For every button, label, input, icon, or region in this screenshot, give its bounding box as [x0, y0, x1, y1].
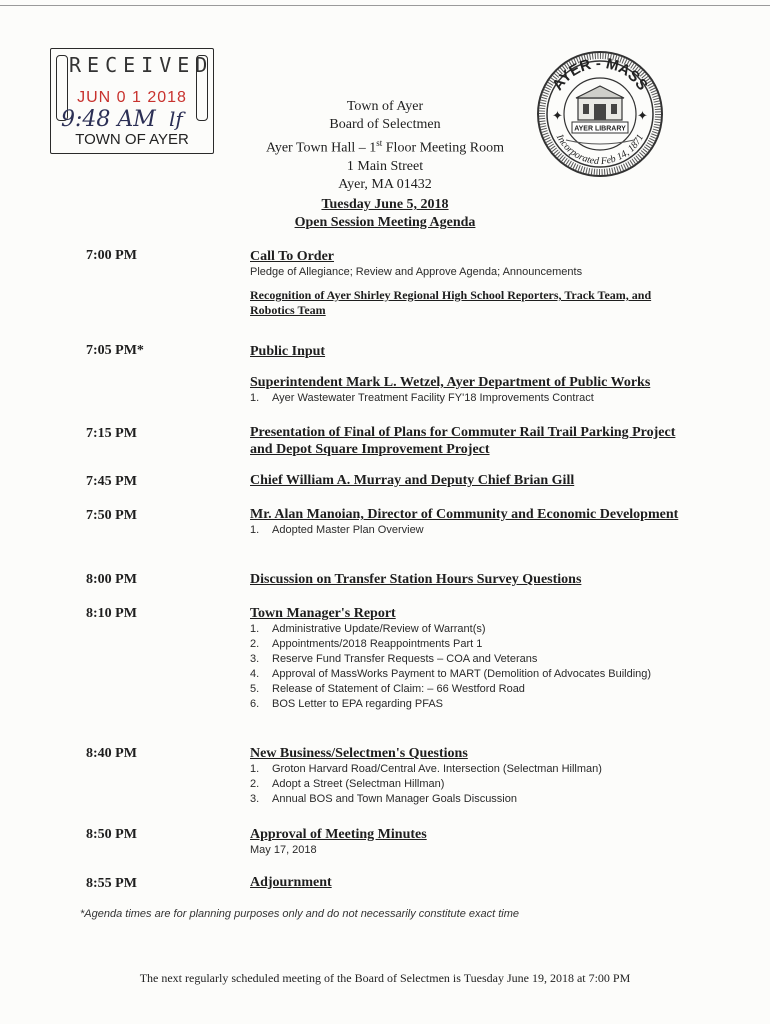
stamp-handwritten-time: 9:48 AM [61, 107, 156, 132]
time-manoian: 7:50 PM [86, 508, 137, 523]
item-title: Approval of Meeting Minutes [250, 827, 427, 842]
footnote: *Agenda times are for planning purposes only and do not necessarily constitute exact time [80, 908, 520, 920]
list-item: 2. Appointments/2018 Reappointments Part 1 [250, 638, 483, 650]
list-item: 1. Adopted Master Plan Overview [250, 524, 424, 536]
time-commuter-rail: 7:15 PM [86, 426, 137, 441]
item-title: Chief William A. Murray and Deputy Chief Brian Gill [250, 473, 575, 488]
item-dpw-title: Superintendent Mark L. Wetzel, Ayer Department of Public Works [250, 375, 651, 390]
town-name: Town of Ayer [346, 99, 424, 114]
time-town-manager: 8:10 PM [86, 606, 137, 621]
list-item: 3. Reserve Fund Transfer Requests – COA and Veterans [250, 653, 538, 665]
time-public-input: 7:05 PM* [86, 343, 144, 358]
list-item: 1. Groton Harvard Road/Central Ave. Intersection (Selectman Hillman) [250, 763, 602, 775]
town-manager-list [250, 622, 680, 712]
new-business-list [250, 762, 680, 807]
list-item: 4. Approval of MassWorks Payment to MART (Demolition of Advocates Building) [250, 668, 652, 680]
street-address: 1 Main Street [346, 158, 424, 174]
item-title: Town Manager's Report [250, 606, 396, 621]
item-recognition: Recognition of Ayer Shirley Regional High School Reporters, Track Team, and Robotics Team [250, 288, 652, 317]
item-detail: May 17, 2018 [250, 844, 317, 856]
item-title: Presentation of Final of Plans for Commuter Rail Trail Parking Project and Depot Square Improvement Project [250, 425, 676, 457]
meeting-location: Ayer Town Hall – 1st Floor Meeting Room [266, 138, 504, 156]
agenda-title: Open Session Meeting Agenda [294, 215, 476, 230]
svg-text:✦: ✦ [552, 109, 563, 124]
stamp-received-text: RECEIVED [69, 53, 214, 77]
item-title: Adjournment [250, 875, 332, 890]
item-detail: Pledge of Allegiance; Review and Approve Agenda; Announcements [250, 266, 583, 278]
item-title: New Business/Selectmen's Questions [250, 746, 468, 761]
agenda-item-commuter-rail [250, 424, 680, 458]
agenda-item-town-manager [250, 605, 680, 712]
stamp-handwritten-initials: lf [169, 107, 183, 131]
list-item: 3. Annual BOS and Town Manager Goals Discussion [250, 793, 517, 805]
svg-text:✦: ✦ [637, 109, 648, 124]
town-seal-icon [536, 50, 664, 178]
time-new-business: 8:40 PM [86, 746, 137, 761]
board-name: Board of Selectmen [329, 117, 441, 132]
seal-bottom-text: Incorporated Feb 14, 1871 [553, 132, 647, 168]
agenda-item-manoian [250, 506, 680, 538]
list-item: 2. Adopt a Street (Selectman Hillman) [250, 778, 445, 790]
agenda-item-new-business [250, 745, 680, 807]
time-call-to-order: 7:00 PM [86, 248, 137, 263]
agenda-item-public-input [250, 343, 680, 406]
item-title: Mr. Alan Manoian, Director of Community and Economic Development [250, 507, 679, 522]
document-header [240, 98, 530, 194]
time-minutes: 8:50 PM [86, 827, 137, 842]
item-title: Call To Order [250, 249, 335, 264]
stamp-town: TOWN OF AYER [75, 131, 189, 148]
meeting-info [240, 196, 530, 232]
agenda-item-chief [250, 472, 680, 489]
time-chief: 7:45 PM [86, 474, 137, 489]
list-item: 1. Administrative Update/Review of Warrant(s) [250, 623, 486, 635]
list-item: 5. Release of Statement of Claim: – 66 Westford Road [250, 683, 525, 695]
seal-center-text: AYER LIBRARY [574, 125, 626, 133]
meeting-date: Tuesday June 5, 2018 [321, 197, 449, 212]
list-item: 6. BOS Letter to EPA regarding PFAS [250, 698, 443, 710]
agenda-item-adjournment [250, 874, 680, 891]
top-rule [0, 5, 770, 6]
agenda-item-minutes [250, 826, 680, 858]
item-title: Discussion on Transfer Station Hours Survey Questions [250, 572, 582, 587]
city-state-zip: Ayer, MA 01432 [338, 176, 432, 192]
list-item: 1. Ayer Wastewater Treatment Facility FY'18 Improvements Contract [250, 392, 594, 404]
time-adjournment: 8:55 PM [86, 876, 137, 891]
item-title: Public Input [250, 344, 326, 359]
next-meeting-notice: The next regularly scheduled meeting of the Board of Selectmen is Tuesday June 19, 2018 at 7:00 PM [139, 971, 631, 985]
manoian-list [250, 523, 680, 538]
seal-top-text: AYER - MASS [549, 54, 651, 94]
received-stamp [50, 48, 214, 154]
time-transfer-station: 8:00 PM [86, 572, 137, 587]
dpw-list [250, 391, 680, 406]
stamp-date: JUN 0 1 2018 [77, 89, 187, 106]
agenda-item-transfer-station [250, 571, 680, 588]
agenda-item-call-to-order [250, 248, 680, 318]
